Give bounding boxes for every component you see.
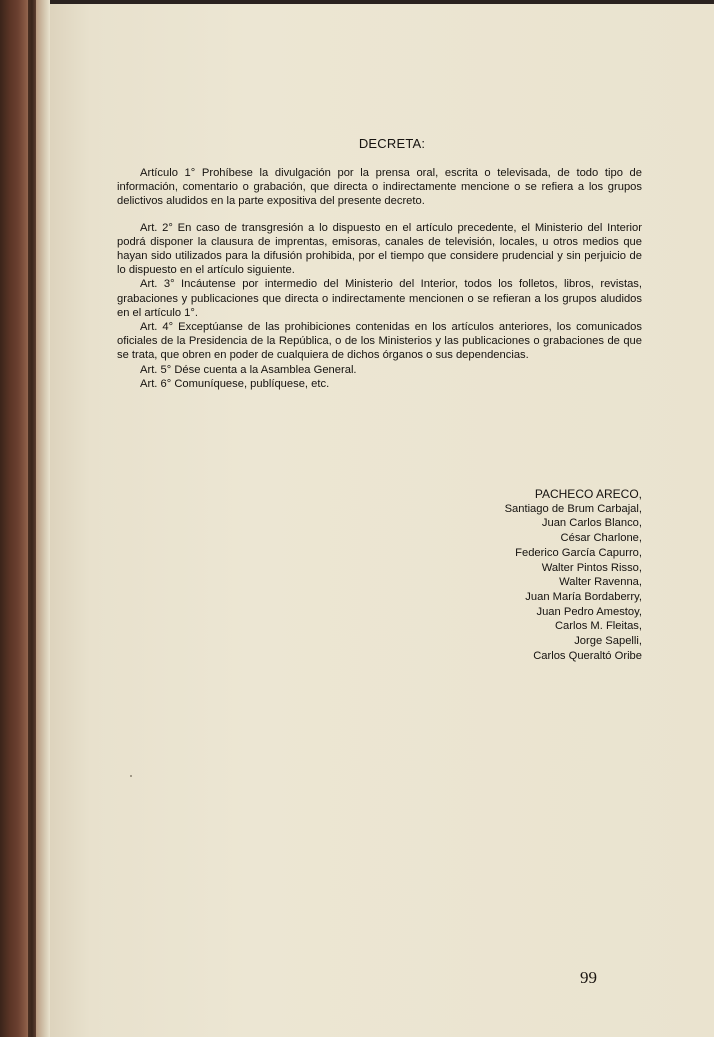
signatory-name: Carlos M. Fleitas, xyxy=(554,620,642,633)
article-5: Art. 5° Dése cuenta a la Asamblea General. xyxy=(140,363,357,376)
signatory-name: Jorge Sapelli, xyxy=(574,635,642,648)
article-6: Art. 6° Comuníquese, publíquese, etc. xyxy=(140,377,330,390)
signatory-name: Walter Ravenna, xyxy=(559,576,642,589)
signatory-name: Santiago de Brum Carbajal, xyxy=(504,502,642,515)
decree-heading: DECRETA: xyxy=(358,136,426,151)
article-1: Artículo 1° Prohíbese la divulgación por la prensa oral, escrita o televisada, de todo tipo de información, comentario o grabación, que directa o indirectamente mencione o se refiera a los grupos delictivos aludidos en la parte expositiva del presente decreto. xyxy=(117,167,642,208)
book-spine-shadow xyxy=(0,0,50,1037)
decree-body xyxy=(117,166,642,391)
signatory-name: Federico García Capurro, xyxy=(515,546,642,559)
article-3: Art. 3° Incáutense por intermedio del Ministerio del Interior, todos los folletos, libros, revistas, grabaciones y publicaciones que directa o indirectamente mencionen o se refieran a los grupos aludidos en el artículo 1°. xyxy=(117,278,642,319)
signatory-name: Carlos Queraltó Oribe xyxy=(533,649,642,662)
signatory-name: Juan María Bordaberry, xyxy=(525,590,642,603)
page-number: 99 xyxy=(580,968,597,987)
article-2: Art. 2° En caso de transgresión a lo dispuesto en el artículo precedente, el Ministerio del Interior podrá disponer la clausura de imprentas, emisoras, canales de televisión, locales, u otros medios que hayan sido utilizados para la difusión prohibida, por el tiempo que considere prudencial y sin perjuicio de lo dispuesto en el artículo siguiente. xyxy=(117,221,642,277)
signatory-list xyxy=(342,487,642,663)
signatory-name: Juan Carlos Blanco, xyxy=(541,517,642,530)
signatory-name: PACHECO ARECO, xyxy=(534,487,642,501)
article-4: Art. 4° Exceptúanse de las prohibiciones contenidas en los artículos anteriores, los comunicados oficiales de la Presidencia de la República, o de los Ministerios y las publicaciones o grabaciones de que se trata, que obren en poder de cualquiera de dichos órganos o sus dependencias. xyxy=(117,321,642,362)
paper-speck xyxy=(130,775,132,777)
signatory-name: Juan Pedro Amestoy, xyxy=(536,605,642,618)
book-spine-fold xyxy=(28,0,36,1037)
signatory-name: Walter Pintos Risso, xyxy=(541,561,642,574)
signatory-name: César Charlone, xyxy=(560,532,642,545)
